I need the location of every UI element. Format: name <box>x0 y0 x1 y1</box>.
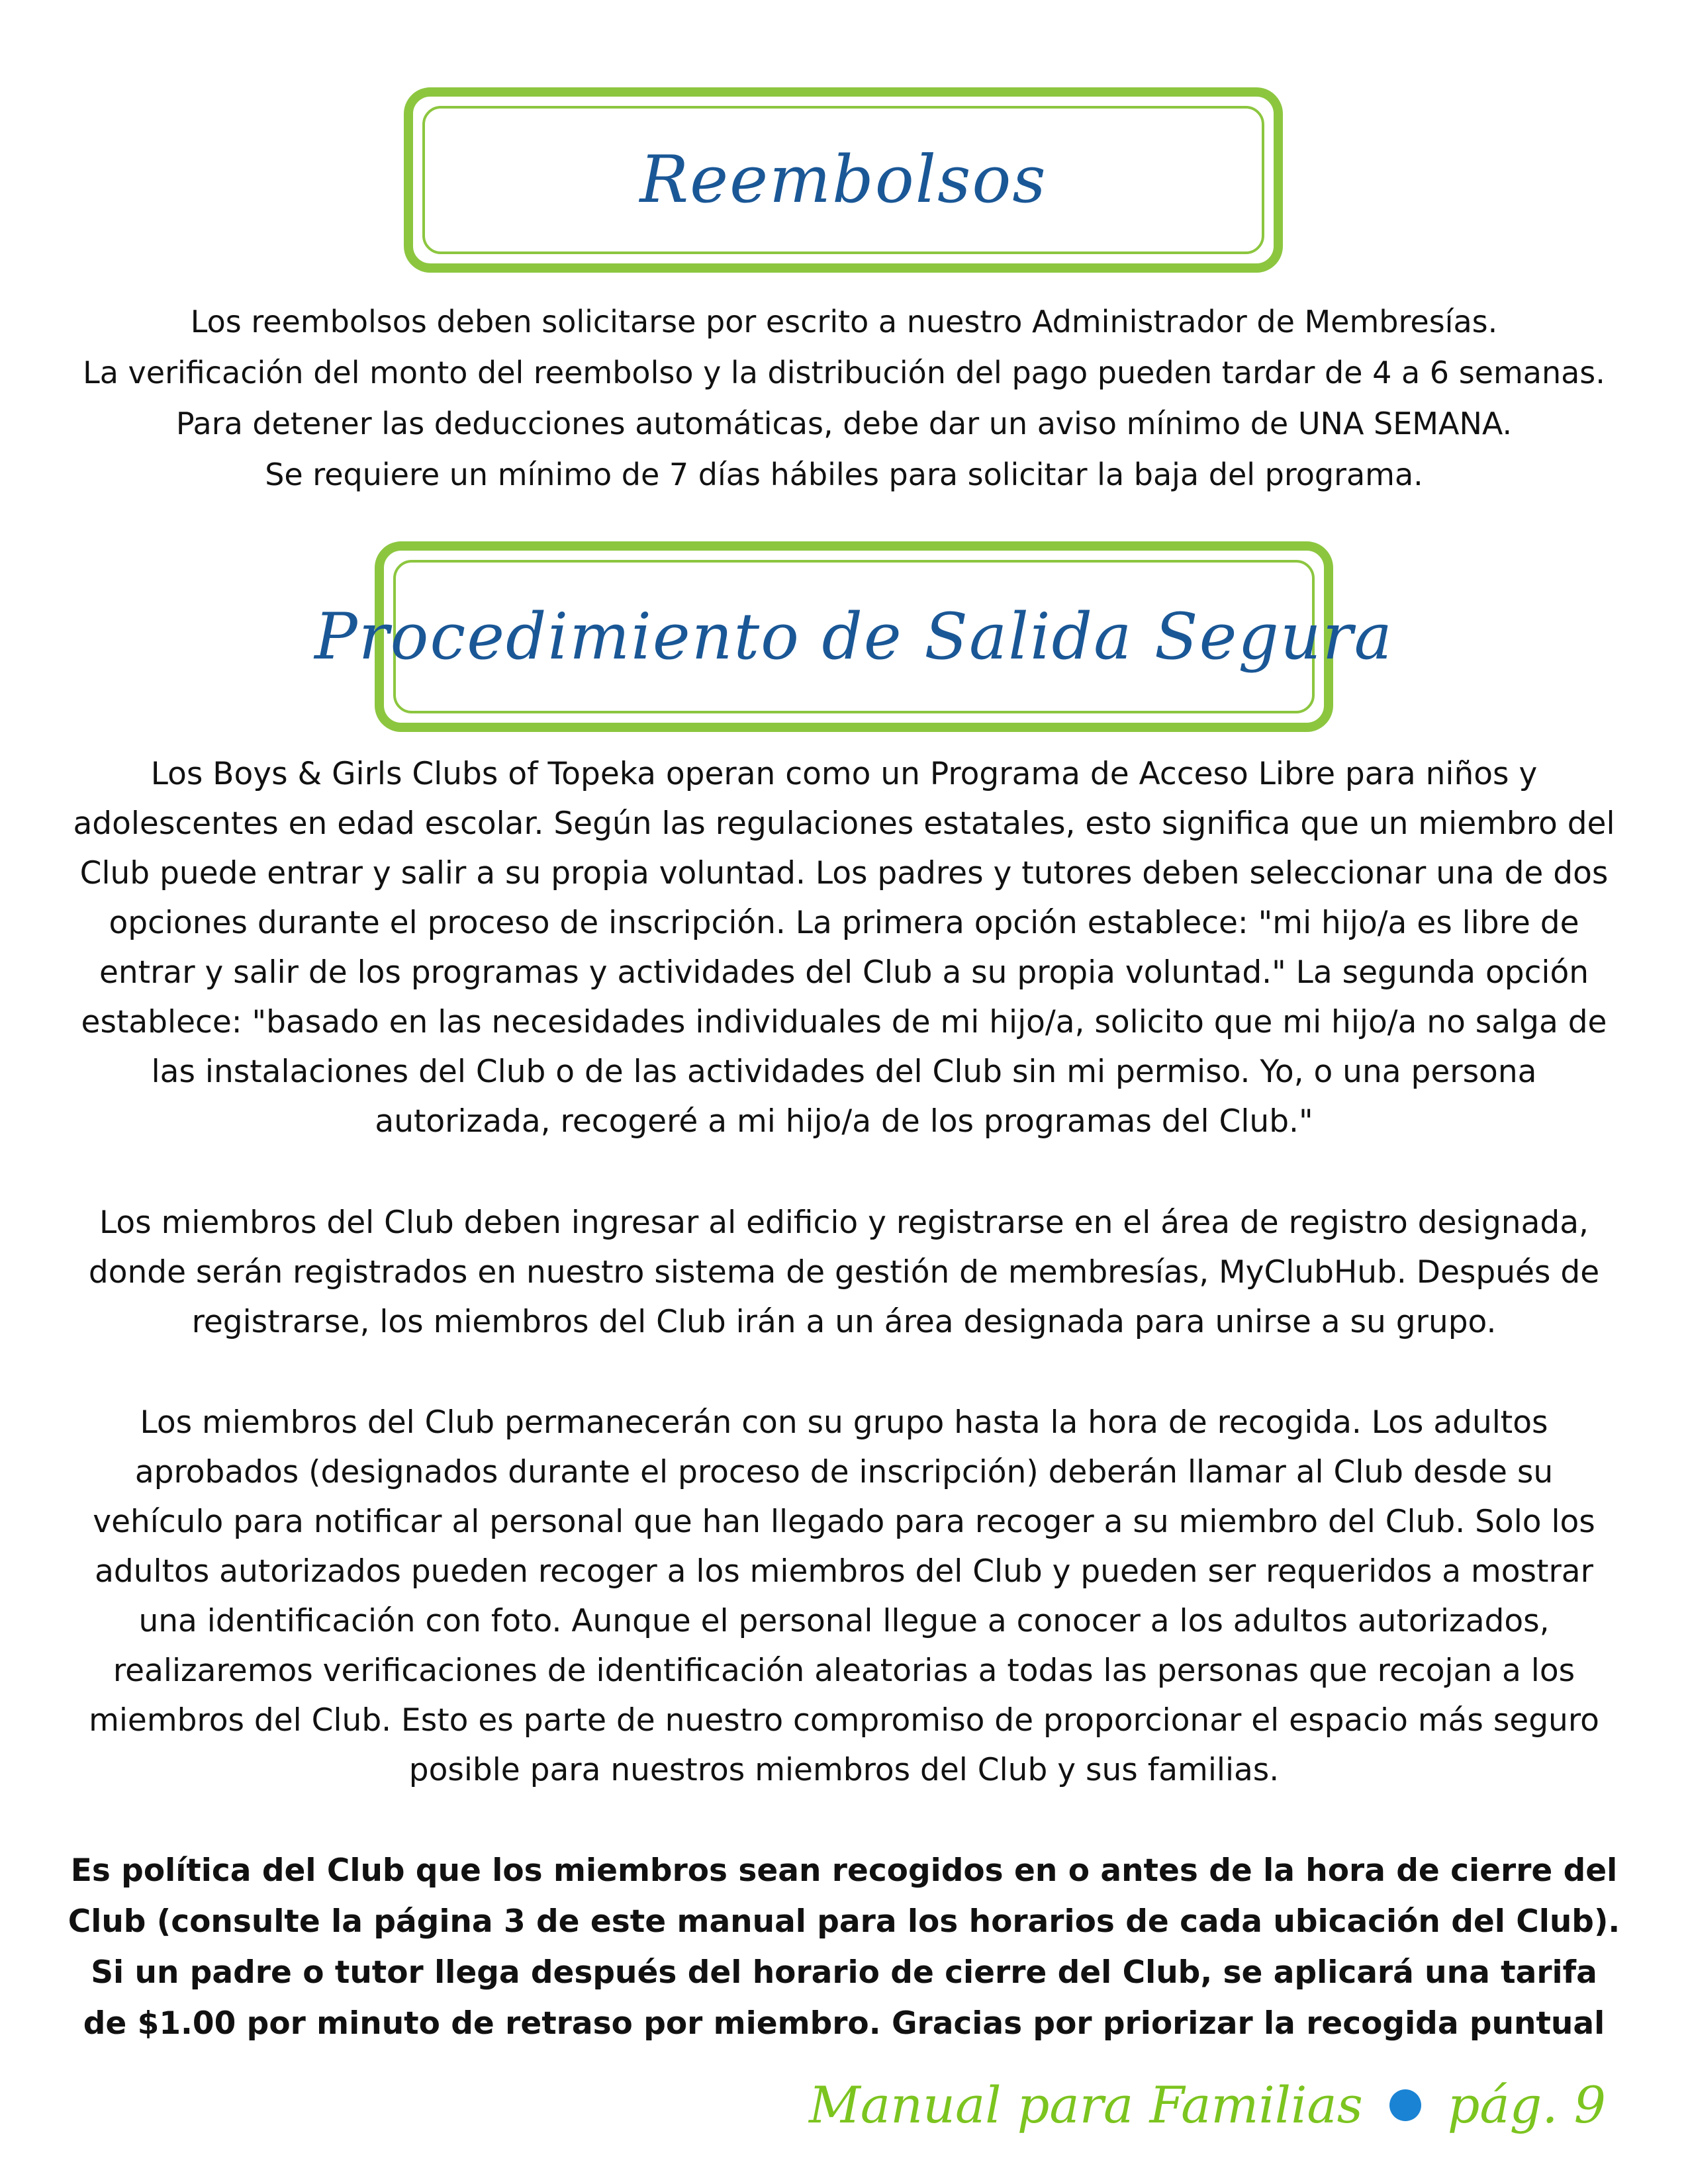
paragraph-text: Los Boys & Girls Clubs of Topeka operan como un Programa de Acceso Libre para niños y adolescentes en edad escolar. Según las regulaciones estatales, esto significa que un miembro del Club puede entrar y salir a su propia voluntad. Los padres y tutores deben seleccionar una de dos opciones durante el proceso de inscripción. La primera opción establece: "mi hijo/a es libre de entrar y salir de los programas y actividades del Club a su propia voluntad." La segunda opción establece: "basado en las necesidades individuales de mi hijo/a, solicito que mi hijo/a no salga de las instalaciones del Club o de las actividades del Club sin mi permiso. Yo, o una persona autorizada, recogeré a mi hijo/a de los programas del Club." <box>73 756 1615 1140</box>
refunds-heading-inner-frame <box>422 106 1264 254</box>
safe-exit-heading-inner-frame <box>314 560 1393 713</box>
refunds-heading-box <box>404 87 1283 273</box>
safe-exit-paragraph-open-access <box>66 749 1622 1146</box>
safe-exit-heading-box <box>314 541 1393 732</box>
refunds-heading: Reembolsos <box>639 142 1047 218</box>
footer-page-number: pág. 9 <box>1447 2075 1606 2134</box>
footer-dot-icon <box>1389 2089 1421 2121</box>
safe-exit-paragraph-pickup <box>66 1398 1622 1795</box>
paragraph-text: Los miembros del Club permanecerán con su grupo hasta la hora de recogida. Los adultos aprobados (designados durante el proceso de inscripción) deberán llamar al Club desde su vehículo para notificar al personal que han llegado para recoger a su miembro del Club. Solo los adultos autorizados pueden recoger a los miembros del Club y pueden ser requeridos a mostrar una identificación con foto. Aunque el personal llegue a conocer a los adultos autorizados, realizaremos verificaciones de identificación aleatorias a todas las personas que recojan a los miembros del Club. Esto es parte de nuestro compromiso de proporcionar el espacio más seguro posible para nuestros miembros del Club y sus familias. <box>89 1404 1599 1788</box>
refunds-line-2: La verificación del monto del reembolso y la distribución del pago pueden tardar de 4 a 6 semanas. <box>83 355 1605 390</box>
paragraph-text: Los miembros del Club deben ingresar al edificio y registrarse en el área de registro designada, donde serán registrados en nuestro sistema de gestión de membresías, MyClubHub. Después de registrarse, los miembros del Club irán a un área designada para unirse a su grupo. <box>88 1205 1600 1340</box>
refunds-line-1: Los reembolsos deben solicitarse por escrito a nuestro Administrador de Membresías. <box>190 304 1498 340</box>
page-footer <box>809 2075 1606 2134</box>
refunds-line-3: Para detener las deducciones automáticas, debe dar un aviso mínimo de UNA SEMANA. <box>175 406 1513 441</box>
footer-manual-label: Manual para Familias <box>808 2075 1363 2134</box>
refunds-line-4: Se requiere un mínimo de 7 días hábiles para solicitar la baja del programa. <box>265 457 1423 492</box>
late-pickup-policy <box>66 1845 1622 2049</box>
safe-exit-paragraph-check-in <box>66 1198 1622 1347</box>
refunds-text <box>66 296 1622 500</box>
safe-exit-heading: Procedimiento de Salida Segura <box>314 600 1393 674</box>
paragraph-text: Es política del Club que los miembros sean recogidos en o antes de la hora de cierre del Club (consulte la página 3 de este manual para los horarios de cada ubicación del Club). Si un padre o tutor llega después del horario de cierre del Club, se aplicará una tarifa de $1.00 por minuto de retraso por miembro. Gracias por priorizar la recogida puntual <box>68 1852 1620 2042</box>
